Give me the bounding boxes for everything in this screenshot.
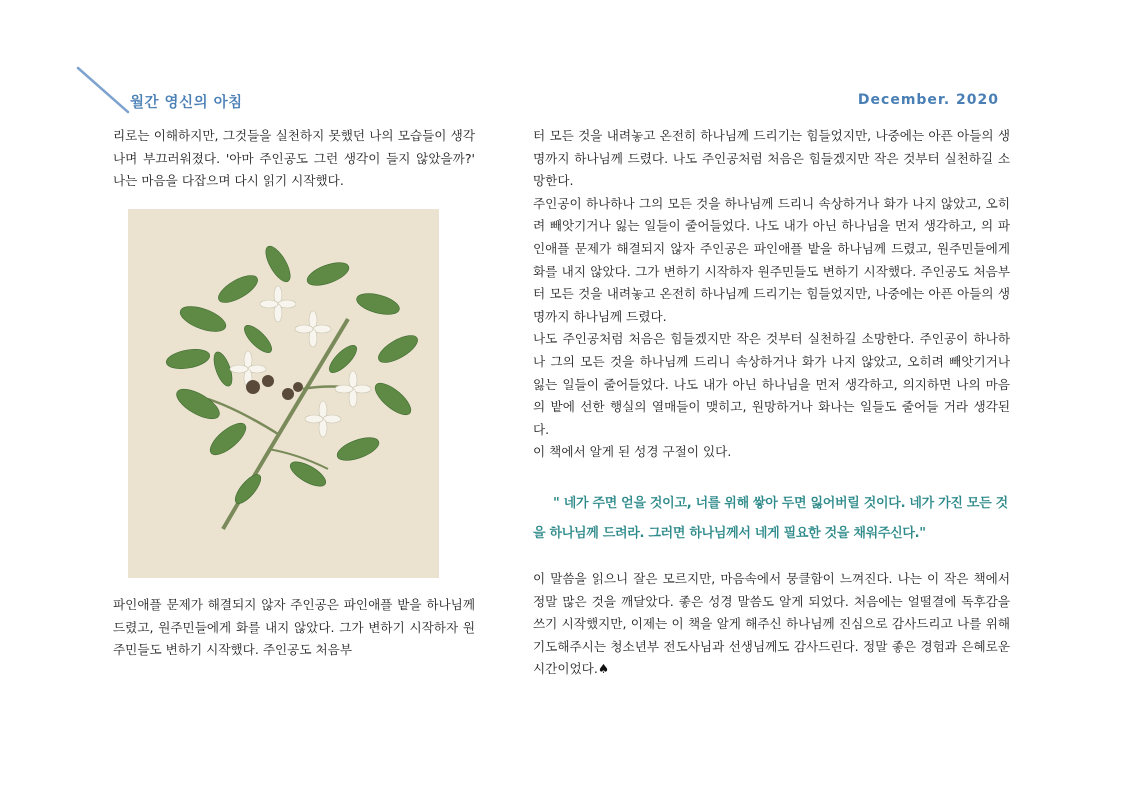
- left-paragraph-2: 파인애플 문제가 해결되지 않자 주인공은 파인애플 밭을 하나님께 드렸고, 원주민들에게 화를 내지 않았다. 그가 변하기 시작하자 원주민들도 변하기 시작했다. 주인공도 처음부: [113, 597, 475, 658]
- right-paragraph-2: 주인공이 하나하나 그의 모든 것을 하나님께 드리니 속상하거나 화가 나지 않았고, 오히려 빼앗기거나 잃는 일들이 줄어들었다. 나도 내가 아닌 하나님을 먼저 생각하고, 의 파인애플 문제가 해결되지 않자 주인공은 파인애플 밭을 하나님께 드렸고, 원주민들에게 화를 내지 않았다. 그가 변하기 시작하자 원주민들도 변하기 시작했다. 주인공도 처음부터 모든 것을 내려놓고 온전히 하나님께 드리기는 힘들었지만, 나중에는 아픈 아들의 생명까지 하나님께 드렸다.: [533, 195, 1010, 324]
- magazine-title: 월간 영신의 아침: [130, 95, 243, 111]
- right-paragraph-3: 나도 주인공처럼 처음은 힘들겠지만 작은 것부터 실천하길 소망한다. 주인공이 하나하나 그의 모든 것을 하나님께 드리니 속상하거나 화가 나지 않았고, 오히려 빼앗기거나 잃는 일들이 줄어들었다. 나도 내가 아닌 하나님을 먼저 생각하고, 의지하면 나의 마음의 밭에 선한 행실의 열매들이 맺히고, 원망하거나 화나는 일들도 줄어들 거라 생각된다.: [533, 331, 1010, 437]
- closing-paragraph: [533, 568, 1010, 681]
- issue-date: December. 2020: [857, 92, 999, 108]
- bible-verse-quote: " 네가 주면 얻을 것이고, 너를 위해 쌓아 두면 잃어버릴 것이다. 네가 가진 모든 것을 하나님께 드려라. 그러면 하나님께서 네게 필요한 것을 채워주신다.": [533, 496, 1008, 541]
- spade-end-mark-icon: ♠: [597, 661, 610, 677]
- left-paragraph-1: 리로는 이해하지만, 그것들을 실천하지 못했던 나의 모습들이 생각나며 부끄러워졌다. '아마 주인공도 그런 생각이 들지 않았을까?' 나는 마음을 다잡으며 다시 읽기 시작했다.: [113, 128, 475, 189]
- right-paragraph-1: 터 모든 것을 내려놓고 온전히 하나님께 드리기는 힘들었지만, 나중에는 아픈 아들의 생명까지 하나님께 드렸다. 나도 주인공처럼 처음은 힘들겠지만 작은 것부터 실천하길 소망한다.: [533, 128, 1010, 189]
- right-paragraph-4: 이 책에서 알게 된 성경 구절이 있다.: [533, 444, 732, 460]
- right-text-block: [533, 125, 1010, 464]
- closing-text: 이 말씀을 읽으니 잘은 모르지만, 마음속에서 뭉클함이 느껴진다. 나는 이 작은 책에서 정말 많은 것을 깨달았다. 좋은 성경 말씀도 알게 되었다. 처음에는 얼떨결에 독후감을 쓰기 시작했지만, 이제는 이 책을 알게 해주신 하나님께 진심으로 감사드리고 나를 위해 기도해주시는 청소년부 전도사님과 선생님께도 감사드린다. 정말 좋은 경험과 은혜로운 시간이었다.: [533, 571, 1010, 677]
- header-slash-decoration: [0, 0, 140, 120]
- botanical-illustration: [128, 209, 439, 578]
